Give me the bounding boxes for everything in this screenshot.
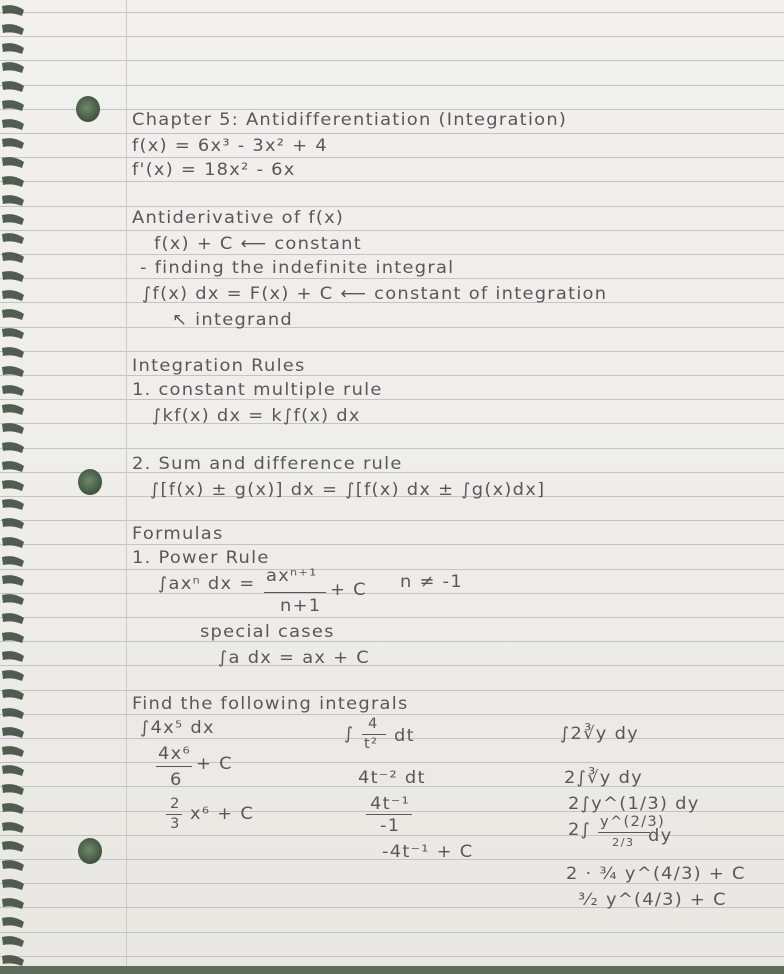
exercise-1-coefficient-bar [166,814,182,815]
ruled-line [0,665,784,666]
antiderivative-line-2: - finding the indefinite integral [140,258,455,278]
exercise-3-answer: ³⁄₂ y^(4/3) + C [578,890,727,910]
ruled-line [0,544,784,545]
ruled-line [0,12,784,13]
spiral-coil [2,784,24,795]
spiral-coil [2,689,24,700]
exercise-2-numerator: 4 [368,716,379,732]
exercise-3-step-1: 2∫∛y dy [564,768,643,788]
spiral-coil [2,157,24,168]
ruled-line [0,133,784,134]
spiral-coil [2,461,24,472]
spiral-binding [0,0,30,974]
power-rule-fraction-bar [264,592,326,593]
spiral-coil [2,290,24,301]
antiderivative-line-1: f(x) + C ⟵ constant [154,234,363,254]
spiral-coil [2,100,24,111]
exercise-2-integral-sign: ∫ [344,724,355,744]
exercise-3-step-3-denominator: 2/3 [612,836,635,849]
spiral-coil [2,328,24,339]
spiral-coil [2,385,24,396]
spiral-coil [2,746,24,757]
spiral-coil [2,632,24,643]
ruled-line [0,569,784,570]
spiral-coil [2,765,24,776]
exercise-2-answer: -4t⁻¹ + C [382,842,474,862]
power-rule-condition: n ≠ -1 [400,572,463,592]
notebook-cover-edge [0,966,784,974]
spiral-coil [2,537,24,548]
exercise-1-coefficient-numerator: 2 [170,796,181,812]
spiral-coil [2,708,24,719]
exercise-3-step-2: 2∫y^(1/3) dy [568,794,700,814]
ruled-line [0,254,784,255]
spiral-coil [2,347,24,358]
power-rule-constant: + C [330,580,367,600]
ruled-line [0,60,784,61]
spiral-coil [2,822,24,833]
exercise-1-constant: + C [196,754,233,774]
antiderivative-line-4: ↖ integrand [172,310,293,330]
exercise-1-coefficient-denominator: 3 [170,816,181,832]
exercise-1-problem: ∫4x⁵ dx [140,718,215,738]
power-rule-lhs: ∫axⁿ dx = [158,574,256,594]
ruled-line [0,714,784,715]
exercise-3-step-3-differential: dy [648,826,673,846]
spiral-coil [2,176,24,187]
ruled-line [0,520,784,521]
spiral-coil [2,423,24,434]
spiral-coil [2,917,24,928]
exercise-heading: Find the following integrals [132,694,409,714]
ruled-line [0,399,784,400]
ruled-line [0,181,784,182]
spiral-coil [2,366,24,377]
spiral-coil [2,670,24,681]
ruled-line [0,157,784,158]
rule-1-title: 1. constant multiple rule [132,380,383,400]
ruled-line [0,762,784,763]
spiral-coil [2,594,24,605]
exercise-2-denominator: t² [364,736,379,752]
spiral-coil [2,119,24,130]
exercise-3-step-3-prefix: 2∫ [568,820,592,840]
spiral-coil [2,613,24,624]
exercise-1-numerator: 4x⁶ [158,744,191,764]
spiral-coil [2,499,24,510]
antiderivative-line-3: ∫f(x) dx = F(x) + C ⟵ constant of integration [142,284,608,304]
spiral-coil [2,62,24,73]
spiral-coil [2,214,24,225]
ruled-line [0,932,784,933]
spiral-coil [2,404,24,415]
punch-hole-top [76,96,100,122]
power-rule-numerator: axⁿ⁺¹ [266,566,318,586]
derivative-definition: f'(x) = 18x² - 6x [132,160,296,180]
spiral-coil [2,233,24,244]
spiral-coil [2,898,24,909]
spiral-coil [2,480,24,491]
rule-2-formula: ∫[f(x) ± g(x)] dx = ∫[f(x) dx ± ∫g(x)dx] [150,480,546,500]
rule-2-title: 2. Sum and difference rule [132,454,403,474]
spiral-coil [2,727,24,738]
ruled-line [0,617,784,618]
ruled-line [0,327,784,328]
spiral-coil [2,43,24,54]
ruled-line [0,278,784,279]
spiral-coil [2,195,24,206]
exercise-1-denominator: 6 [170,770,183,790]
ruled-line [0,230,784,231]
ruled-line [0,206,784,207]
punch-hole-middle [78,469,102,495]
spiral-coil [2,556,24,567]
power-rule-title: 1. Power Rule [132,548,270,568]
power-rule-denominator: n+1 [280,596,322,616]
exercise-3-step-4: 2 · ¾ y^(4/3) + C [566,864,746,884]
function-definition: f(x) = 6x³ - 3x² + 4 [132,136,328,156]
spiral-coil [2,252,24,263]
spiral-coil [2,24,24,35]
punch-hole-bottom [78,838,102,864]
exercise-3-problem: ∫2∛y dy [560,724,639,744]
ruled-line [0,738,784,739]
spiral-coil [2,271,24,282]
exercise-2-step-1: 4t⁻² dt [358,768,426,788]
spiral-coil [2,651,24,662]
margin-line [126,0,127,974]
chapter-title: Chapter 5: Antidifferentiation (Integration) [132,110,568,130]
spiral-coil [2,81,24,92]
spiral-coil [2,803,24,814]
ruled-line [0,641,784,642]
spiral-coil [2,860,24,871]
spiral-coil [2,575,24,586]
exercise-2-step-2-denominator: -1 [380,816,401,836]
ruled-line [0,351,784,352]
spiral-coil [2,879,24,890]
exercise-2-step-2-bar [366,814,412,815]
ruled-line [0,448,784,449]
spiral-coil [2,841,24,852]
exercise-1-fraction-bar [156,766,192,767]
spiral-coil [2,309,24,320]
exercise-2-differential: dt [394,726,415,746]
ruled-line [0,423,784,424]
formulas-heading: Formulas [132,524,224,544]
ruled-line [0,375,784,376]
special-cases-label: special cases [200,622,335,642]
special-case-formula: ∫a dx = ax + C [218,648,371,668]
spiral-coil [2,955,24,966]
antiderivative-heading: Antiderivative of f(x) [132,208,345,228]
exercise-1-answer: x⁶ + C [190,804,255,824]
spiral-coil [2,442,24,453]
exercise-2-step-2-numerator: 4t⁻¹ [370,794,410,814]
ruled-line [0,690,784,691]
exercise-3-step-3-bar [598,832,650,833]
ruled-line [0,36,784,37]
ruled-line [0,85,784,86]
spiral-coil [2,518,24,529]
spiral-coil [2,936,24,947]
rule-1-formula: ∫kf(x) dx = k∫f(x) dx [152,406,361,426]
ruled-line [0,593,784,594]
rules-heading: Integration Rules [132,356,306,376]
exercise-3-step-3-numerator: y^(2/3) [600,814,665,830]
ruled-line [0,956,784,957]
spiral-coil [2,138,24,149]
exercise-2-fraction-bar [362,734,386,735]
spiral-coil [2,5,24,16]
